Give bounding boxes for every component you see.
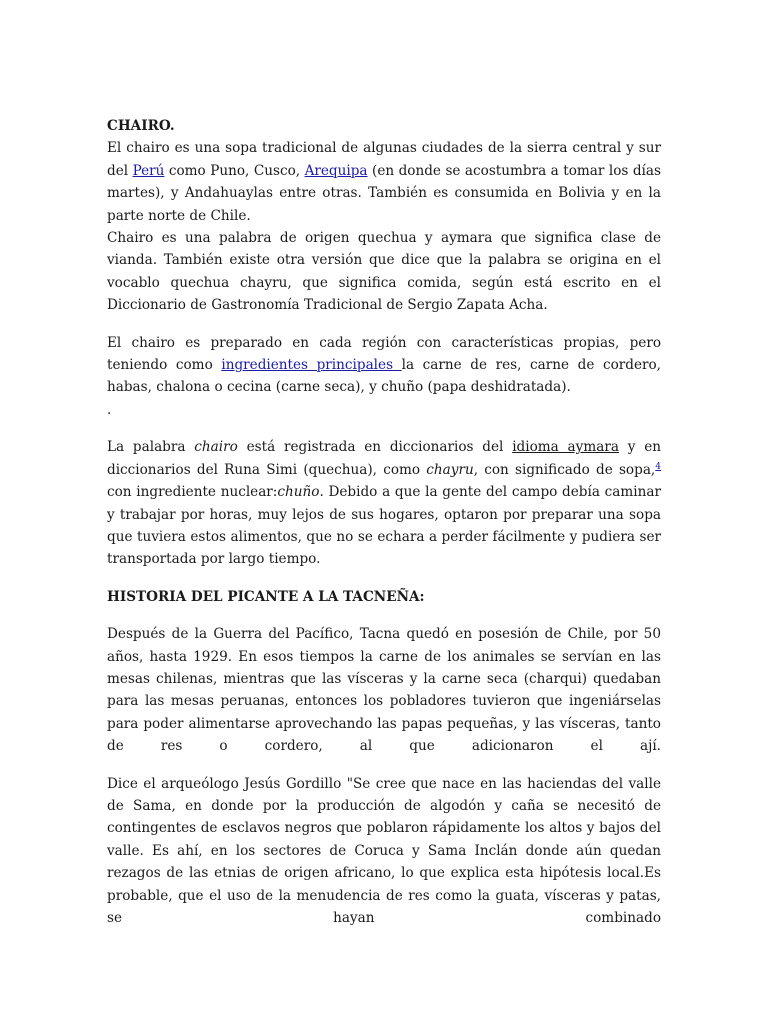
spacer [107,758,661,773]
historia-paragraph-1: Después de la Guerra del Pacífico, Tacna quedó en posesión de Chile, por 50 años, hasta 1929. En esos tiempos la carne de los animales se servían en las mesas chilenas, mientras que las vísceras y la carne seca (charqui) quedaban para las mesas peruanas, entonces los pobladores tuvieron que ingeniárselas para poder alimentarse aprovechando las papas pequeñas, y las vísceras, tanto de res o cordero, al que adicionaron el ají. [107,626,661,755]
italic-term: chayru [426,461,474,478]
chairo-paragraph-4 [107,436,661,570]
historia-paragraph-2: Dice el arqueólogo Jesús Gordillo "Se cree que nace en las haciendas del valle de Sama, en donde por la producción de algodón y caña se necesitó de contingentes de esclavos negros que poblaron rápidamente los altos y bajos del valle. Es ahí, en los sectores de Coruca y Sama Inclán donde aún quedan rezagos de las etnias de origen africano, lo que explica esta hipótesis local.Es probable, que el uso de la menudencia de res como la guata, vísceras y patas, se hayan combinado [107,775,661,926]
chairo-paragraph-1 [107,137,661,227]
peru-link[interactable]: Perú [132,162,165,179]
spacer [107,571,661,586]
arequipa-link[interactable]: Arequipa [304,162,368,179]
document-page [107,115,661,929]
chairo-paragraph-3 [107,332,661,399]
text-run: (en donde se acostumbra a tomar los días martes), y Andahuaylas entre otras. También es consumida en Bolivia y en la parte norte de Chile. [107,162,661,224]
text-run: La palabra [107,439,195,456]
text-run: El chairo es una sopa tradicional de algunas ciudades de la sierra central y sur del [107,140,661,179]
historia-heading: HISTORIA DEL PICANTE A LA TACNEÑA: [107,588,425,605]
chairo-heading: CHAIRO. [107,118,175,134]
spacer [107,421,661,436]
text-run: como Puno, Cusco, [164,162,305,179]
chairo-paragraph-2: Chairo es una palabra de origen quechua y aymara que significa clase de vianda. También existe otra versión que dice que la palabra se origina en el vocablo quechua chayru, que significa comida, según está escrito en el Diccionario de Gastronomía Tradicional de Sergio Zapata Acha. [107,230,661,314]
text-run: El chairo es preparado en cada región con características propias, pero teniendo como [107,334,661,374]
spacer [107,317,661,332]
italic-term: chuño [277,484,320,501]
spacer [107,608,661,623]
text-run: la carne de res, carne de cordero, habas, chalona o cecina (carne seca), y chuño (papa deshidratada). [107,357,662,396]
italic-term: chairo [194,439,238,456]
idioma-aymara-link[interactable]: idioma aymara [512,439,619,456]
ingredientes-link[interactable]: ingredientes principales [221,357,402,374]
footnote-ref[interactable] [655,462,661,472]
stray-dot: . [107,401,112,418]
text-run: y en diccionarios del Runa Simi (quechua), como [107,439,662,478]
text-run: con ingrediente nuclear: [107,484,278,501]
text-run: está registrada en diccionarios del [237,439,513,456]
text-run: . Debido a que la gente del campo debía caminar y trabajar por horas, muy lejos de sus hogares, optaron por preparar una sopa que tuviera estos alimentos, que no se echara a perder fácilmente y pudiera ser transportada por largo tiempo. [107,484,661,568]
text-run: , con significado de sopa, [473,461,656,478]
footnote-link[interactable]: 4 [655,461,661,472]
